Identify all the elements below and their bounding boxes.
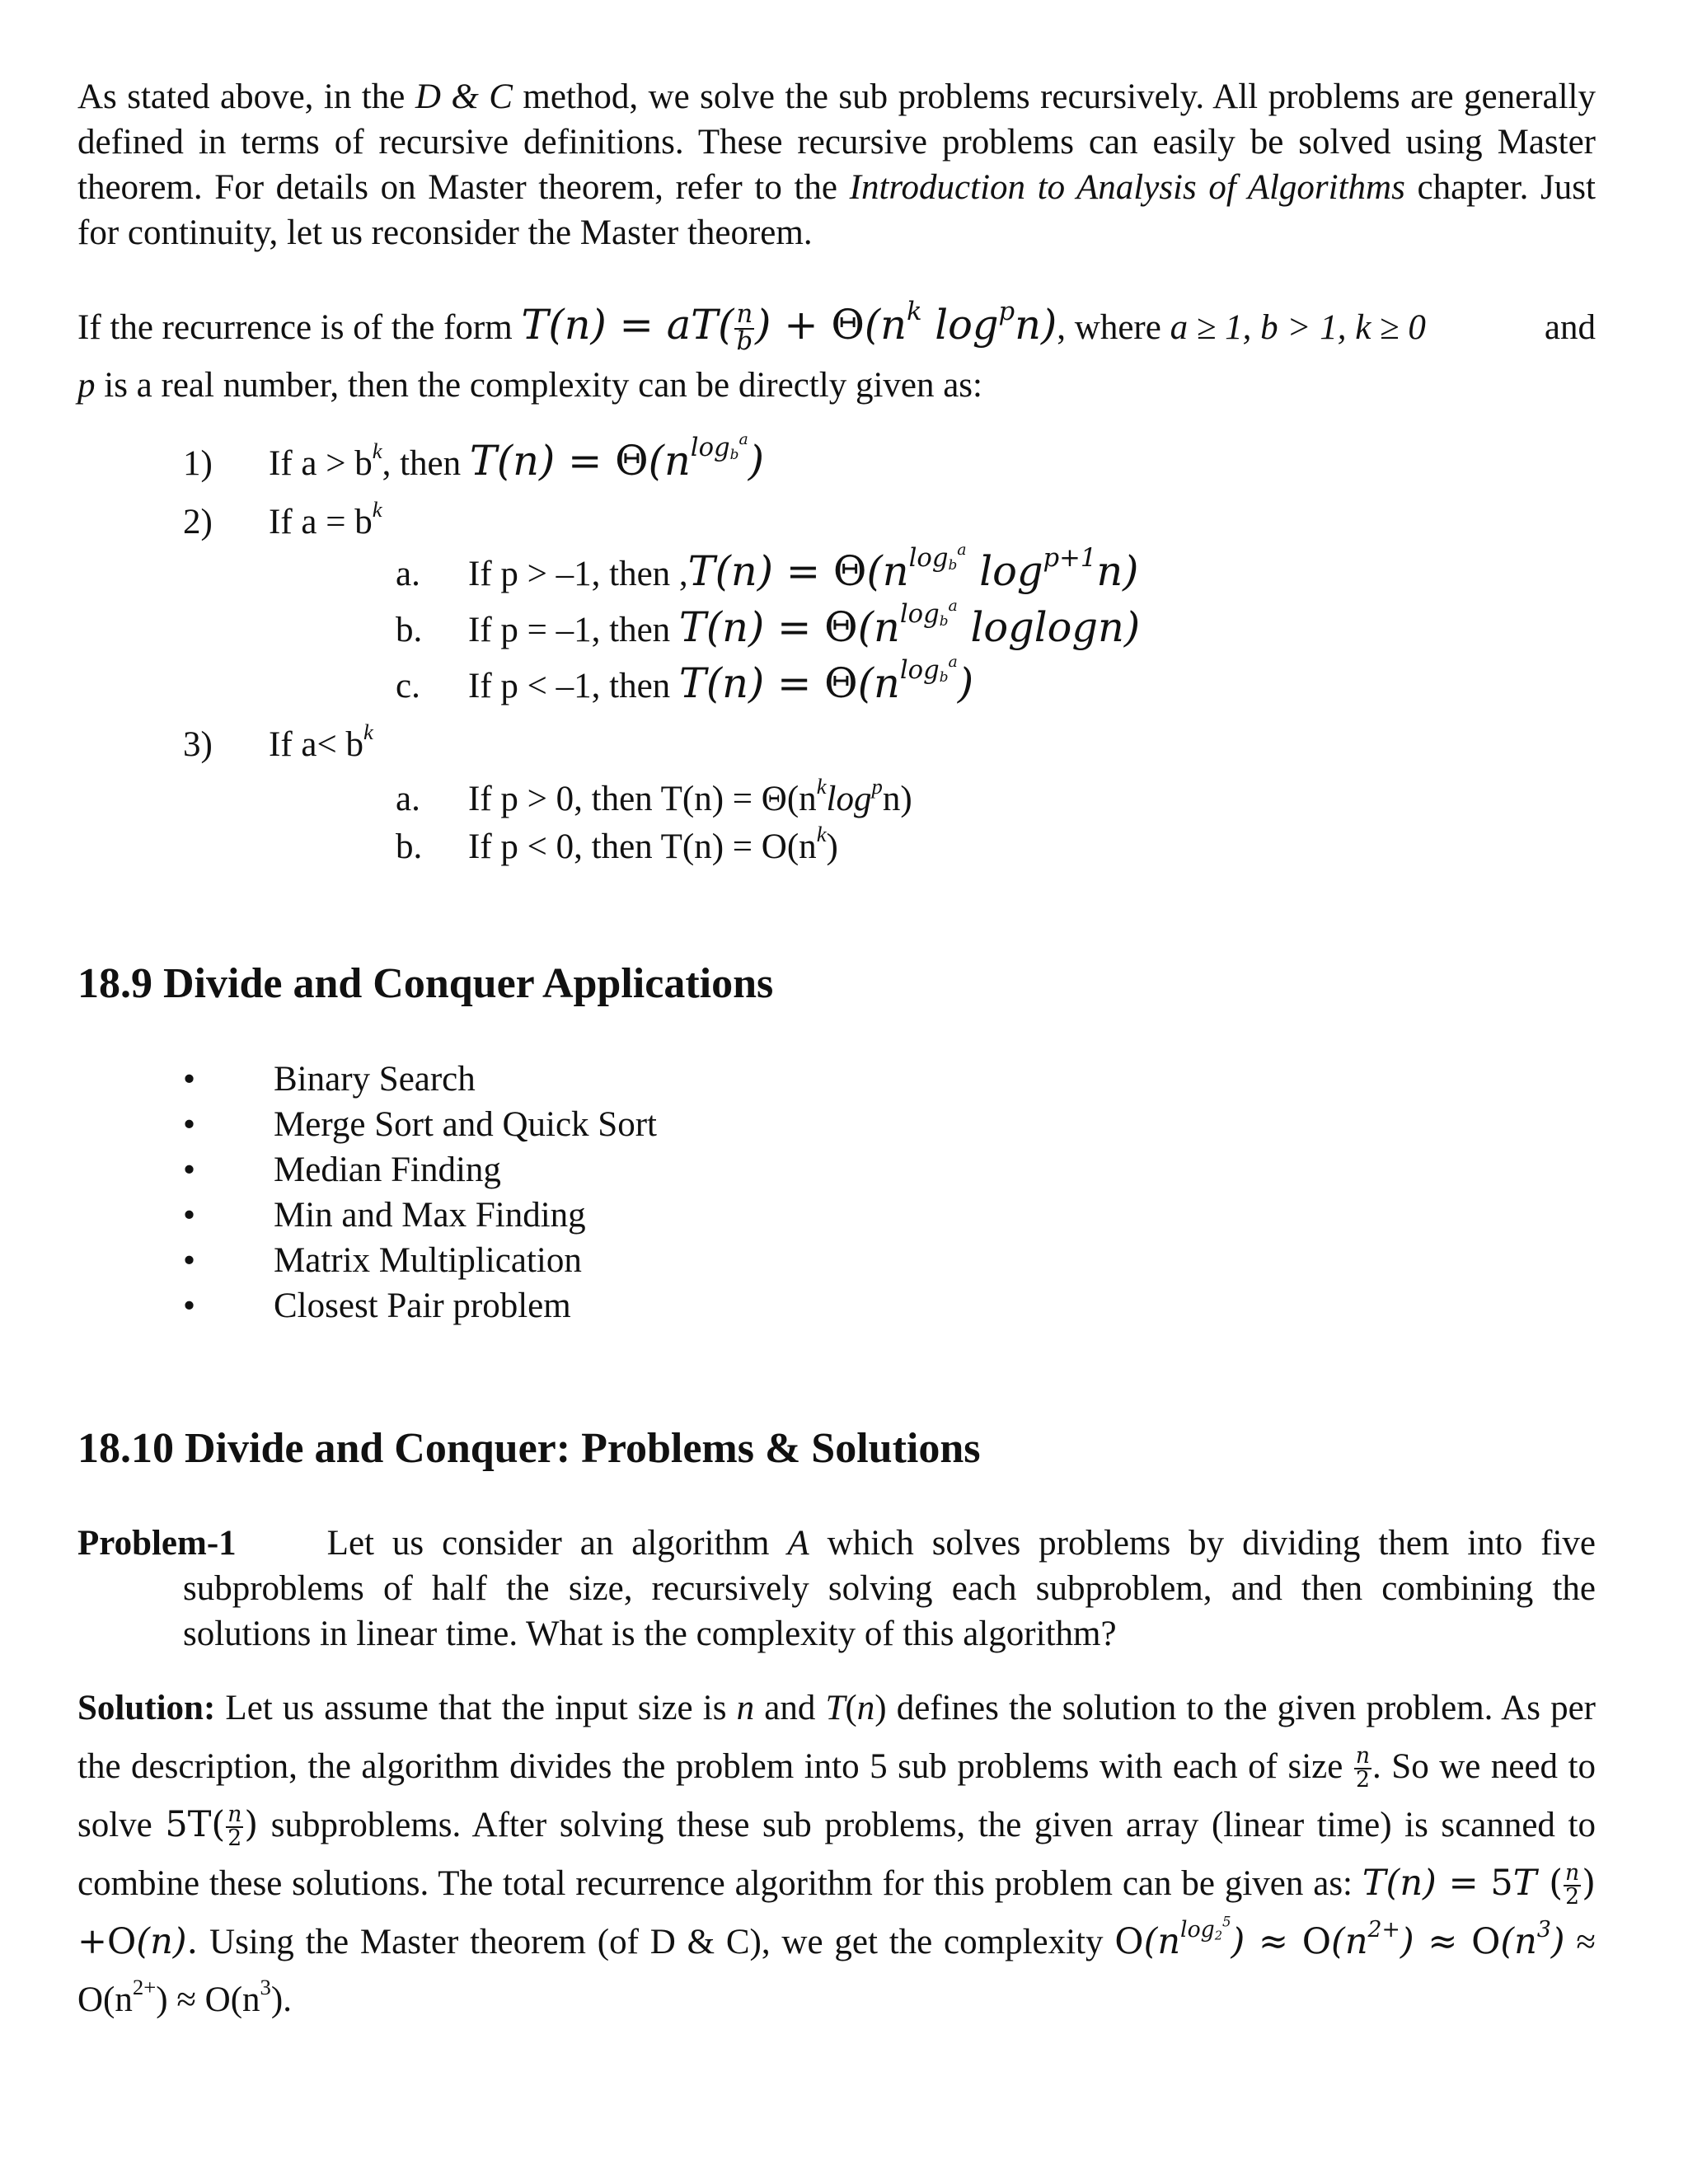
case-2-number: 2)	[183, 503, 213, 541]
complexity-result: $O(n^{log_2^5}) \approx O(n^{2+}) \approx O(n^3)$	[1114, 1914, 1565, 1962]
intro-text-3: chapter. Just for continuity, let us reconsider the Master theorem.	[77, 168, 1596, 252]
recurrence-tail-text: is a real number, then the complexity can be directly given as:	[95, 366, 982, 405]
recurrence-total: T(n) = 5T ( $\frac{n}{2}$ ) +O(n).	[77, 1860, 1596, 1962]
case-2c-label: c.	[396, 667, 420, 705]
list-item: • Median Finding	[183, 1151, 501, 1189]
list-item: • Matrix Multiplication	[183, 1241, 582, 1280]
intro-text-2: method, we solve the sub problems recursively. All problems are generally defined in terms of recursive definitions. These recursive problems can easily be solved using Master theorem. For details on Master theorem, refer to the	[77, 77, 1596, 207]
recurrence-tail	[77, 363, 1596, 408]
recurrence-formula: T(n) = aT( $\frac{n}{b}$ ) + $\Theta(n^k$ $\log^pn$)	[521, 298, 1057, 356]
intro-book-title: Introduction to Analysis of Algorithms	[849, 168, 1405, 207]
recurrence-conditions: a ≥ 1, b > 1, k ≥ 0	[1170, 308, 1426, 348]
case-2c	[396, 652, 974, 709]
solution-label: Solution:	[77, 1689, 216, 1727]
case-2b-formula: $T(n) = \Theta(n^{log_b^a}$ loglogn)	[678, 596, 1141, 651]
case-2b-condition: If p = –1, then	[468, 611, 679, 649]
section-18-9-heading: 18.9 Divide and Conquer Applications	[77, 960, 774, 1007]
problem-1-algorithm: A	[787, 1524, 809, 1563]
case-1-then: , then	[382, 444, 470, 483]
intro-paragraph	[77, 74, 1596, 255]
recurrence-tail-var: p	[77, 366, 96, 405]
list-item: • Binary Search	[183, 1060, 476, 1099]
case-3-number: 3)	[183, 725, 213, 764]
list-item: • Closest Pair problem	[183, 1286, 571, 1325]
case-3a: a. If p > 0, then $T(n) = \Theta(n^k\log^pn)$	[396, 776, 912, 822]
problem-1-text-2: which solves problems by dividing them into five subproblems of half the size, recursively solving each subproblem, and then combining the solutions in linear time. What is the complexity of this algorithm?	[183, 1524, 1597, 1653]
case-3a-text: If p > 0, then T(n) = Θ(n	[468, 780, 817, 818]
case-2a-formula: $T(n) = \Theta(n^{log_b^a}$ $\log^{p+1}n$)	[687, 540, 1139, 595]
case-3a-label: a.	[396, 780, 420, 818]
problem-1	[77, 1521, 1596, 1657]
subproblems-term: 5T( $\frac{n}{2}$ )	[165, 1802, 259, 1851]
recurrence-lead: If the recurrence is of the form	[77, 308, 522, 348]
case-1-number: 1)	[183, 444, 213, 483]
case-3b-tail: )	[826, 827, 838, 866]
case-2a-condition: If p > –1, then ,	[468, 555, 688, 593]
case-2b-label: b.	[396, 611, 423, 649]
problem-1-text-1: Let us consider an algorithm	[326, 1524, 788, 1563]
case-3b: b. If p < 0, then $T(n) = O(n^k)$	[396, 824, 838, 869]
intro-text-1: As stated above, in the	[77, 77, 415, 116]
case-2a-label: a.	[396, 555, 420, 593]
case-2c-condition: If p < –1, then	[468, 667, 679, 705]
section-18-10-heading: 18.10 Divide and Conquer: Problems & Solutions	[77, 1425, 981, 1472]
case-3-condition: If a< b	[269, 725, 363, 764]
case-2c-formula: $T(n) = \Theta(n^{log_b^a})$	[678, 652, 974, 707]
case-2a	[396, 540, 1139, 597]
case-3b-label: b.	[396, 827, 423, 866]
case-1: 1) If $a > b^k$, then $T(n) = \Theta(n^{log_b^a})$	[183, 429, 765, 485]
case-2b	[396, 596, 1141, 653]
case-1-formula: $T(n) = \Theta(n^{log_b^a})$	[469, 429, 765, 485]
case-2: 2) If $a = b^k$	[183, 499, 382, 545]
case-1-condition: If a > b	[269, 444, 373, 483]
half-size-fraction: $\frac{n}{2}$	[1355, 1743, 1371, 1793]
case-3b-text: If p < 0, then T(n) = O(n	[468, 827, 817, 866]
applications-list	[183, 1057, 657, 1329]
solution: Solution: Let us assume that the input size is n and T(n) defines the solution to the given problem. As per the description, the algorithm divides the problem into 5 sub problems with each of size $\frac{n}{2}$ . So we need to solve 5T( $\frac{n}{2}$ ) subproblems. After solving these sub problems, the given array (linear time) is scanned to combine these solutions. The total recurrence algorithm for this problem can be given as: T(n) = 5T ( $\frac{n}{2}$ ) +O(n). Using the Master theorem (of D & C), we get the complexity $O(n^{log_2^5}) \approx O(n^{2+}) \approx O(n^3) \approx O(n^{2+}) \approx O(n^3)$.	[77, 1689, 1597, 2019]
recurrence-line	[77, 298, 1596, 356]
recurrence-where: , where	[1057, 308, 1170, 348]
list-item: • Min and Max Finding	[183, 1196, 586, 1235]
list-item: • Merge Sort and Quick Sort	[183, 1105, 657, 1144]
case-3: 3) If $a< b^k$	[183, 722, 373, 767]
case-2-condition: If a = b	[269, 503, 373, 541]
intro-dc: D & C	[415, 77, 513, 116]
recurrence-and: and	[1544, 308, 1596, 348]
case-3a-tail: n)	[882, 780, 912, 818]
problem-1-label: Problem-1	[77, 1524, 237, 1563]
